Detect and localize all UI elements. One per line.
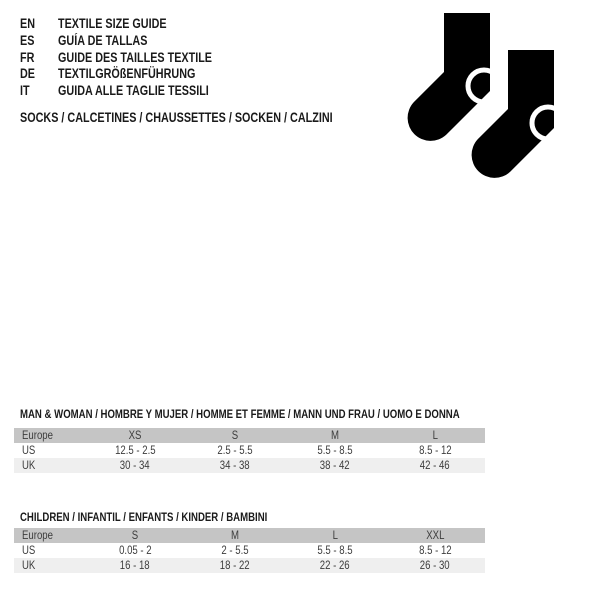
- size-cell: 0.05 - 2: [118, 543, 152, 557]
- size-cell: 5.5 - 8.5: [317, 443, 353, 457]
- table-header-row: [14, 428, 485, 443]
- table-title: CHILDREN / INFANTIL / ENFANTS / KINDER / BAMBINI: [20, 510, 268, 524]
- size-cell: 38 - 42: [320, 458, 350, 472]
- language-label: GUIDA ALLE TAGLIE TESSILI: [58, 83, 209, 99]
- language-row: [20, 33, 251, 50]
- column-header: XS: [128, 428, 142, 442]
- size-table-adults: [14, 408, 485, 473]
- size-cell: 5.5 - 8.5: [317, 543, 353, 557]
- language-code: ES: [20, 32, 35, 48]
- language-code: DE: [20, 66, 36, 82]
- size-cell: 26 - 30: [420, 558, 450, 572]
- size-cell: 34 - 38: [220, 458, 250, 472]
- row-label: UK: [22, 458, 36, 472]
- column-header: Europe: [22, 528, 53, 542]
- size-cell: 2.5 - 5.5: [217, 443, 253, 457]
- size-cell: 22 - 26: [320, 558, 350, 572]
- language-label: GUIDE DES TAILLES TEXTILE: [58, 49, 213, 65]
- column-header: L: [332, 528, 338, 542]
- table-header-row: [14, 528, 485, 543]
- table-row: [14, 543, 485, 558]
- category-line: SOCKS / CALCETINES / CHAUSSETTES / SOCKEN / CALZINI: [20, 110, 333, 125]
- language-label: TEXTILGRÖßENFÜHRUNG: [58, 66, 196, 82]
- language-code: EN: [20, 16, 36, 31]
- language-list: [20, 16, 251, 100]
- language-row: [20, 66, 251, 83]
- language-code: IT: [20, 83, 30, 99]
- column-header: Europe: [22, 428, 53, 442]
- size-cell: 42 - 46: [420, 458, 450, 472]
- language-row: [20, 16, 251, 33]
- language-row: [20, 50, 251, 67]
- sock-left-icon: [408, 13, 500, 141]
- row-label: US: [22, 443, 36, 457]
- size-cell: 18 - 22: [220, 558, 250, 572]
- row-label: US: [22, 543, 36, 557]
- size-cell: 30 - 34: [120, 458, 150, 472]
- size-table-children: [14, 511, 485, 573]
- row-label: UK: [22, 558, 36, 572]
- language-row: [20, 83, 251, 100]
- column-header: L: [432, 428, 438, 442]
- language-label: GUÍA DE TALLAS: [58, 32, 148, 48]
- size-cell: 8.5 - 12: [418, 543, 452, 557]
- size-cell: 16 - 18: [120, 558, 150, 572]
- column-header: M: [231, 528, 239, 542]
- size-cell: 8.5 - 12: [418, 443, 452, 457]
- column-header: S: [131, 528, 139, 542]
- language-label: TEXTILE SIZE GUIDE: [58, 16, 167, 31]
- table-row: [14, 458, 485, 473]
- language-code: FR: [20, 49, 35, 65]
- size-cell: 2 - 5.5: [221, 543, 249, 557]
- column-header: S: [231, 428, 239, 442]
- table-row: [14, 558, 485, 573]
- table-title: MAN & WOMAN / HOMBRE Y MUJER / HOMME ET FEMME / MANN UND FRAU / UOMO E DONNA: [20, 407, 460, 421]
- table-row: [14, 443, 485, 458]
- size-cell: 12.5 - 2.5: [114, 443, 156, 457]
- column-header: M: [331, 428, 339, 442]
- socks-icon: [400, 5, 570, 185]
- column-header: XXL: [425, 528, 445, 542]
